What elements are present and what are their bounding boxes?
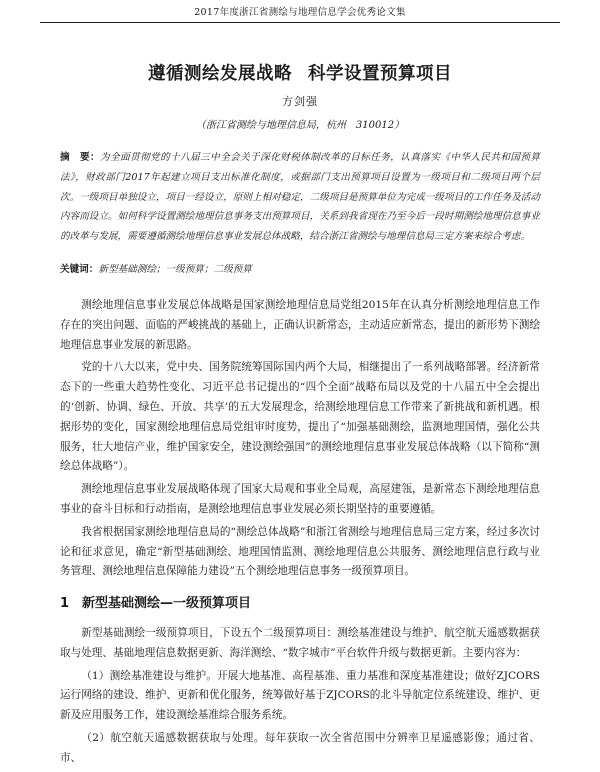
abstract-label: 摘 要： [60, 152, 101, 163]
paragraph: 党的十八大以来，党中央、国务院统筹国际国内两个大局，相继提出了一系列战略部署。经济新常态下的一些重大趋势性变化、习近平总书记提出的“四个全面”战略布局以及党的十八届五中全会提出的‘创新、协调、绿色、开放、共享’的五大发展理念，给测绘地理信息工作带来了新挑战和新机遇。根据形势的变化，国家测绘地理信息局党组审时度势，提出了“加强基础测绘，监测地理国情，强化公共服务，壮大地信产业，维护国家安全，建设测绘强国”的测绘地理信息事业发展总体战略（以下简称“测绘总体战略”）。 [60, 361, 540, 473]
running-header: 2017年度浙江省测绘与地理信息学会优秀论文集 [40, 4, 560, 23]
author: 方剑强 [282, 95, 318, 108]
paragraph: 我省根据国家测绘地理信息局的“测绘总体战略”和浙江省测绘与地理信息局三定方案，经过多次讨论和征求意见，确定“新型基础测绘、地理国情监测、测绘地理信息公共服务、测绘地理信息行政与业务管理、测绘地理信息保障能力建设”五个测绘地理信息事务一级预算项目。 [60, 525, 540, 578]
paper-title [0, 60, 600, 85]
keywords [60, 261, 540, 275]
body-text [60, 296, 540, 772]
section-heading: 1 新型基础测绘—一级预算项目 [60, 596, 252, 612]
paragraph: 测绘地理信息事业发展战略体现了国家大局观和事业全局观，高屋建瓴，是新常态下测绘地理信息事业的奋斗目标和行动指南，是测绘地理信息事业发展必须长期坚持的重要遵循。 [60, 483, 540, 515]
affiliation: （浙江省测绘与地理信息局，杭州 310012） [195, 120, 405, 131]
paragraph: （1）测绘基准建设与维护。开展大地基准、高程基准、重力基准和深度基准建设；做好ZJCORS运行网络的建设、维护、更新和优化服务，统筹做好基于ZJCORS的北斗导航定位系统建设、维护、更新及应用服务工作，建设测绘基准综合服务系统。 [60, 669, 540, 722]
title-part-1: 遵循测绘发展战略 [148, 64, 292, 84]
abstract-text: 为全面贯彻党的十八届三中全会关于深化财税体制改革的目标任务，认真落实《中华人民共和国预算法》，财政部门2017年起建立项目支出标准化制度，或据部门支出预算项目设置为一级项目和二级项目两个层次。一级项目单独设立，项目一经设立，原则上相对稳定，二级项目是预算单位为完成一级项目的工作任务及活动内容而设立。如何科学设置测绘地理信息事务支出预算项目，关系到我省现在乃至今后一段时期测绘地理信息事业的改革与发展，需要遵循测绘地理信息事业发展总体战略，结合浙江省测绘与地理信息局三定方案来综合考虑。 [60, 152, 541, 243]
keywords-text: 新型基础测绘；一级预算；二级预算 [98, 264, 252, 275]
keywords-label: 关键词： [60, 264, 99, 275]
title-part-2: 科学设置预算项目 [308, 64, 452, 84]
paragraph: （2）航空航天遥感数据获取与处理。每年获取一次全省范围中分辨率卫星遥感影像；通过省、市、 [60, 731, 540, 764]
paragraph: 测绘地理信息事业发展总体战略是国家测绘地理信息局党组2015年在认真分析测绘地理信息工作存在的突出问题、面临的严峻挑战的基础上，正确认识新常态，主动适应新常态，提出的新形势下测绘地理信息事业发展的新思路。 [60, 299, 540, 351]
paragraph: 新型基础测绘一级预算项目，下设五个二级预算项目：测绘基准建设与维护、航空航天遥感数据获取与处理、基础地理信息数据更新、海洋测绘、“数字城市”平台软件升级与数据更新。主要内容为： [60, 626, 540, 659]
abstract [60, 148, 540, 247]
